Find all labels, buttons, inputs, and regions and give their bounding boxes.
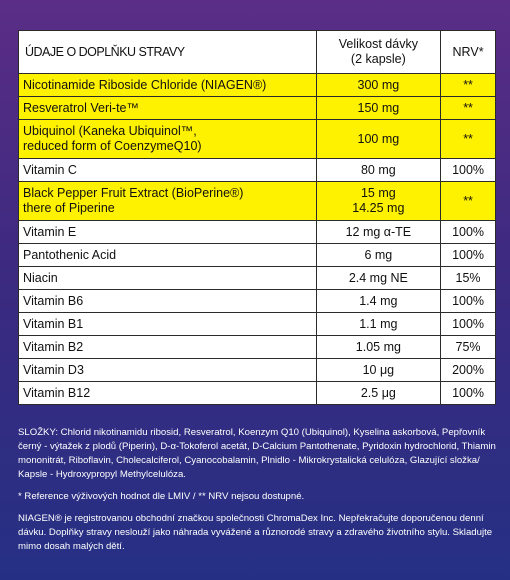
nutrient-name-line1: Vitamin B2 <box>23 339 84 354</box>
nutrient-name <box>19 221 317 244</box>
nutrient-dose-line1: 15 mg <box>360 186 396 200</box>
nutrient-name-line1: Vitamin B12 <box>23 385 91 400</box>
nutrient-name-line1: Vitamin C <box>23 162 77 177</box>
nutrient-dose-line1: 1.05 mg <box>355 339 401 354</box>
supplement-facts-panel <box>18 30 496 405</box>
nutrient-dose <box>316 74 441 97</box>
nutrient-dose <box>316 336 441 359</box>
table-body <box>19 74 496 405</box>
nutrient-dose <box>316 382 441 405</box>
nutrient-dose-line1: 1.1 mg <box>359 316 398 331</box>
nutrient-nrv: 200% <box>441 359 496 382</box>
nutrient-name-line1: Vitamin B1 <box>23 316 84 331</box>
nutrient-nrv: ** <box>441 182 496 221</box>
table-row <box>19 74 496 97</box>
nutrient-nrv: 100% <box>441 313 496 336</box>
nutrient-name-line1: Nicotinamide Riboside Chloride (NIAGEN®) <box>23 77 267 92</box>
nutrient-dose <box>316 159 441 182</box>
nutrient-name-line1: Resveratrol Veri-te™ <box>23 100 140 115</box>
nutrient-name <box>19 182 317 221</box>
nutrient-name-line1: Vitamin E <box>23 224 77 239</box>
footer-notes <box>18 426 496 562</box>
nutrient-nrv: 100% <box>441 221 496 244</box>
nutrient-name <box>19 267 317 290</box>
nutrient-dose <box>316 290 441 313</box>
table-row <box>19 313 496 336</box>
dose-header <box>316 31 441 74</box>
table-title: ÚDAJE O DOPLŇKU STRAVY <box>19 31 317 74</box>
nutrient-nrv: 75% <box>441 336 496 359</box>
nutrient-nrv: ** <box>441 74 496 97</box>
table-row <box>19 290 496 313</box>
supplement-facts-table <box>18 30 496 405</box>
nutrient-nrv: 15% <box>441 267 496 290</box>
nutrient-name <box>19 382 317 405</box>
nutrient-name <box>19 244 317 267</box>
nutrient-dose <box>316 244 441 267</box>
nutrient-dose-line1: 80 mg <box>360 162 396 177</box>
nutrient-dose-line1: 300 mg <box>357 77 400 92</box>
nutrient-dose <box>316 267 441 290</box>
nutrient-dose <box>316 359 441 382</box>
nutrient-dose-line1: 2.5 μg <box>360 385 396 400</box>
table-row <box>19 159 496 182</box>
ingredients-text: SLOŽKY: Chlorid nikotinamidu ribosid, Resveratrol, Koenzym Q10 (Ubiquinol), Kyselina askorbová, Pepřovník černý - výtažek z plodů (Piperin), D-α-Tokoferol acetát, D-Calcium Pantothenate, Pyridoxin hydrochlorid, Thiamin mononitrát, Riboflavin, Cholecalciferol, Cyanocobalamin, Plnidlo - Mikrokrystalická celulóza, Glazující složka/ Kapsle - Hydroxypropyl Methylcelulóza. <box>18 427 496 480</box>
nutrient-name-line1: Pantothenic Acid <box>23 247 117 262</box>
nutrient-name <box>19 74 317 97</box>
nutrient-dose-line2: 14.25 mg <box>352 201 405 215</box>
nutrient-nrv: ** <box>441 97 496 120</box>
nutrient-dose <box>316 313 441 336</box>
table-header-row <box>19 31 496 74</box>
nutrient-name <box>19 313 317 336</box>
nutrient-name-line2: there of Piperine <box>23 201 115 215</box>
nutrient-dose-line1: 2.4 mg NE <box>348 270 408 285</box>
table-row <box>19 182 496 221</box>
nutrient-nrv: 100% <box>441 159 496 182</box>
nutrient-nrv: 100% <box>441 244 496 267</box>
nutrient-dose-line1: 6 mg <box>364 247 393 262</box>
table-row <box>19 336 496 359</box>
nutrient-name-line1: Vitamin D3 <box>23 362 84 377</box>
nutrient-name <box>19 120 317 159</box>
table-row <box>19 359 496 382</box>
nutrient-name <box>19 159 317 182</box>
nutrient-dose-line1: 10 μg <box>362 362 395 377</box>
nrv-header: NRV* <box>441 31 496 74</box>
dose-header-line2: (2 kapsle) <box>350 52 406 66</box>
nutrient-name-line1: Vitamin B6 <box>23 293 84 308</box>
nutrient-dose <box>316 221 441 244</box>
dose-header-line1: Velikost dávky <box>338 37 418 51</box>
nutrient-name <box>19 359 317 382</box>
table-row <box>19 97 496 120</box>
trademark-note: NIAGEN® je registrovanou obchodní značkou společnosti ChromaDex Inc. Nepřekračujte doporučenou denní dávku. Doplňky stravy neslouží jako náhrada vyvážené a různorodé stravy a zdravého životního stylu. Skladujte mimo dosah malých dětí. <box>18 513 493 552</box>
table-row <box>19 267 496 290</box>
nutrient-name-line2: reduced form of CoenzymeQ10) <box>23 139 202 153</box>
reference-note: * Reference výživových hodnot dle LMIV / ** NRV nejsou dostupné. <box>18 491 305 502</box>
nutrient-name <box>19 97 317 120</box>
nutrient-dose-line1: 150 mg <box>357 100 400 115</box>
table-row <box>19 120 496 159</box>
nutrient-name <box>19 290 317 313</box>
nutrient-dose <box>316 182 441 221</box>
nutrient-dose-line1: 1.4 mg <box>359 293 398 308</box>
nutrient-name-line1: Black Pepper Fruit Extract (BioPerine®) <box>23 186 244 200</box>
table-row <box>19 221 496 244</box>
nutrient-name <box>19 336 317 359</box>
nutrient-name-line1: Niacin <box>23 270 58 285</box>
nutrient-dose-line1: 100 mg <box>357 131 400 146</box>
table-row <box>19 382 496 405</box>
table-row <box>19 244 496 267</box>
nutrient-nrv: 100% <box>441 290 496 313</box>
nutrient-name-line1: Ubiquinol (Kaneka Ubiquinol™, <box>23 124 197 138</box>
nutrient-nrv: ** <box>441 120 496 159</box>
nutrient-dose <box>316 120 441 159</box>
nutrient-nrv: 100% <box>441 382 496 405</box>
nutrient-dose-line1: 12 mg α-TE <box>345 224 412 239</box>
nutrient-dose <box>316 97 441 120</box>
